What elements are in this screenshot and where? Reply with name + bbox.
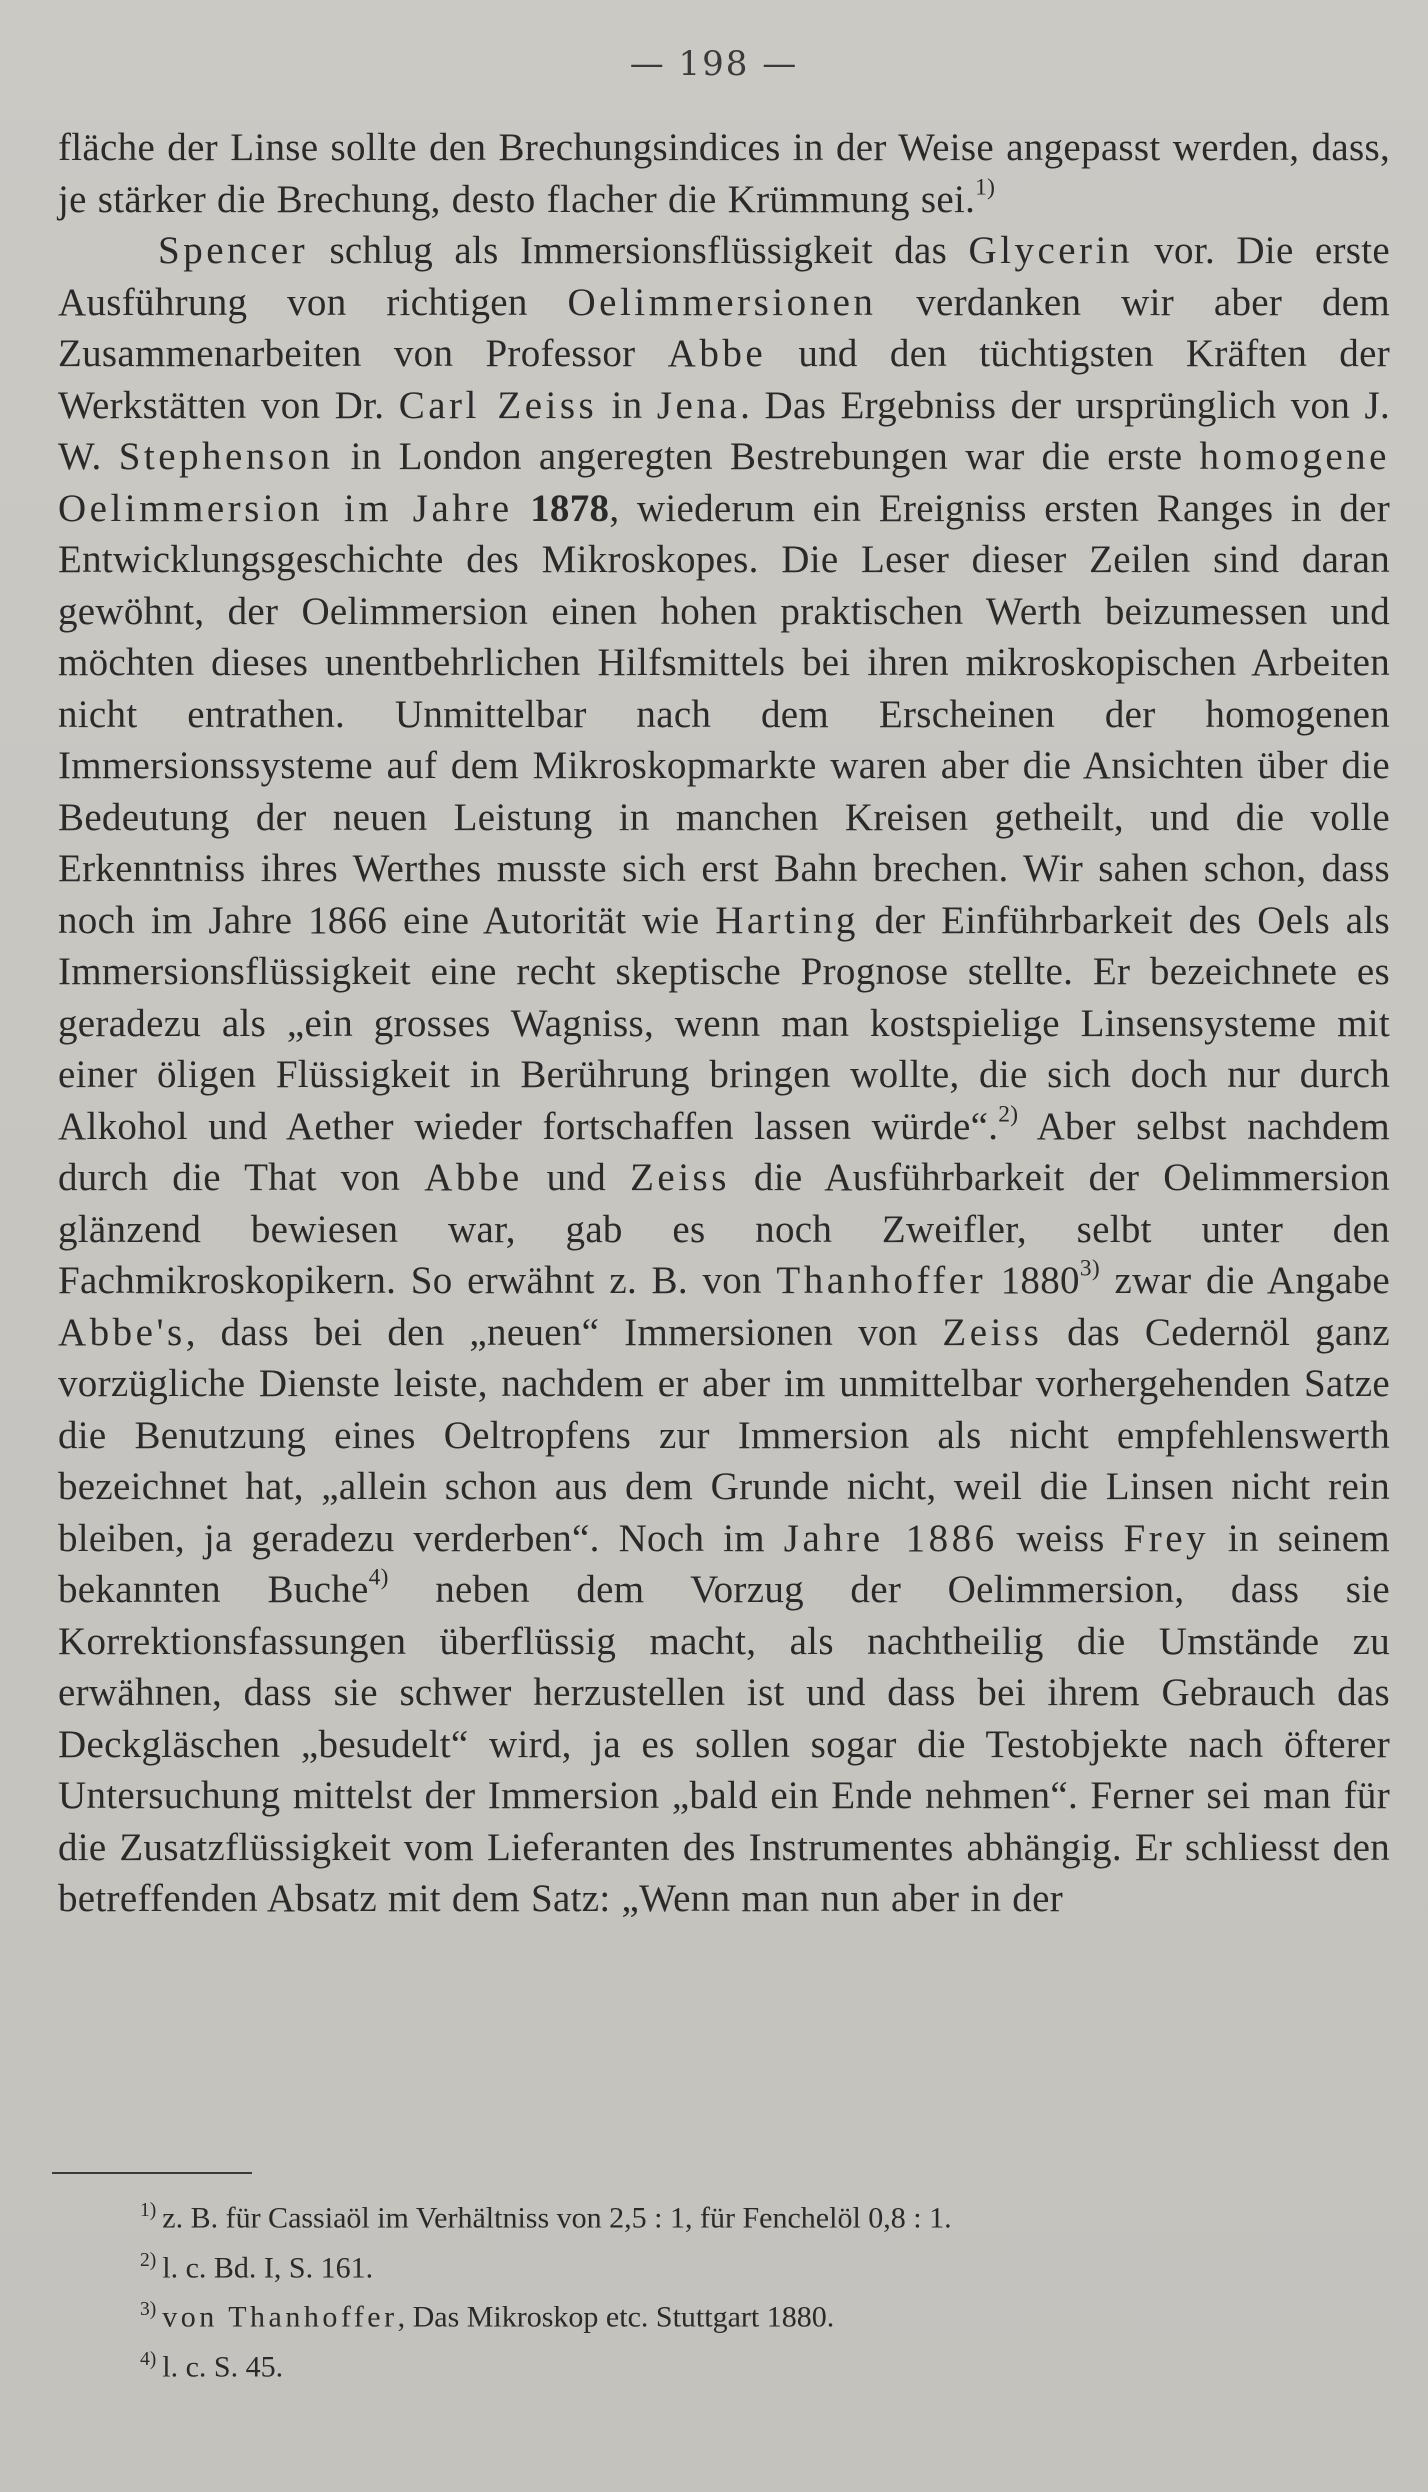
name-zeiss: Zeiss (942, 1310, 1043, 1354)
footnote-1 (140, 2190, 1340, 2240)
footnote-text: , Das Mikroskop etc. Stuttgart 1880. (397, 2301, 835, 2335)
footnotes (140, 2190, 1340, 2389)
name-stephenson: Stephenson (118, 435, 334, 478)
name-abbes: Abbe's (58, 1310, 186, 1354)
term-oelimmersionen: Oelimmersionen (567, 280, 877, 324)
text-run: . Das Ergebniss der ursprünglich von J. W. (58, 383, 1390, 478)
body-text (58, 122, 1390, 1925)
footnote-3 (140, 2289, 1340, 2339)
place-jena: Jena (656, 383, 741, 427)
name-thanhoffer: Thanhoffer (776, 1259, 987, 1302)
paragraph-2 (58, 225, 1390, 1925)
footnote-text: z. B. für Cassiaöl im Verhältniss von 2,5 : 1, für Fenchelöl 0,8 : 1. (162, 2201, 952, 2235)
footnote-mark: 2) (140, 2249, 157, 2271)
paragraph-1 (58, 122, 1390, 225)
text-run: weiss (997, 1516, 1124, 1560)
footnote-ref-4: 4) (368, 1564, 389, 1591)
page-number: — 198 — (629, 44, 799, 84)
footnote-divider (52, 2172, 252, 2174)
text-run: neben dem Vorzug der Oelimmersion, dass sie Korrektionsfassungen überflüssig macht, als nachtheilig die Umstände zu erwähnen, dass sie schwer herzustellen ist und dass bei ihrem Gebrauch das Deckgläschen „besudelt“ wird, ja es sollen sogar die Testobjekte nach öfterer Untersuchung mittelst der Immersion „bald ein Ende nehmen“. Ferner sei man für die Zusatzflüssigkeit vom Lieferanten des Instrumentes abhängig. Er schliesst den betreffenden Absatz mit dem Satz: „Wenn man nun aber in der (58, 1568, 1390, 1920)
footnote-ref-2: 2) (998, 1100, 1019, 1127)
footnote-2 (140, 2240, 1340, 2290)
name-abbe: Abbe (667, 332, 767, 375)
footnote-mark: 4) (140, 2349, 157, 2371)
text-run: in (597, 383, 657, 427)
text-run: in seinem bekannten Buche (58, 1516, 1390, 1611)
text-run: das Cedernöl ganz vorzügliche Dienste leiste, nachdem er aber im unmittelbar vorhergehenden Satze die Benutzung eines Oeltropfens zur Immersion als nicht empfehlenswerth bezeichnet hat, „allein schon aus dem Grunde nicht, weil die Linsen nicht rein bleiben, ja geradezu verderben“. Noch im (58, 1310, 1390, 1560)
term-homogene-oelimmersion: homogene Oelimmersion im Jahre (58, 435, 1390, 530)
text-run: und den tüchtigsten Kräften der Werkstätten von Dr. (58, 332, 1390, 427)
footnote-text: l. c. Bd. I, S. 161. (162, 2251, 374, 2285)
text-run: der Einführbarkeit des Oels als Immersionsflüssigkeit eine recht skeptische Prognose stellte. Er bezeichnete es geradezu als „ein grosses Wagniss, wenn man kostspielige Linsensysteme mit einer öligen Flüssigkeit in Berührung bringen wollte, die sich doch nur durch Alkohol und Aether wieder fortschaffen lassen würde“. (58, 898, 1390, 1148)
text-run: schlug als Immersionsflüssigkeit das (308, 229, 969, 272)
footnote-4 (140, 2339, 1340, 2389)
text-run: , dass bei den „neuen“ Immersionen von (185, 1310, 943, 1354)
name-zeiss: Zeiss (630, 1156, 730, 1199)
text-run: vor. Die erste Ausführung von richtigen (58, 229, 1390, 324)
footnote-mark: 1) (140, 2200, 157, 2221)
name-spencer: Spencer (158, 229, 309, 272)
footnote-text: l. c. S. 45. (162, 2350, 284, 2384)
text-run: 1880 (986, 1259, 1080, 1302)
text-run: und (522, 1156, 631, 1199)
name-harting: Harting (715, 898, 859, 942)
footnote-ref-1: 1) (975, 173, 996, 200)
text-run: Aber selbst nachdem durch die That von (58, 1104, 1390, 1199)
name-abbe: Abbe (424, 1156, 523, 1199)
footnote-author: von Thanhoffer (162, 2301, 398, 2335)
text-run: in London angeregten Bestrebungen war die erste (333, 435, 1200, 478)
name-carl-zeiss: Carl Zeiss (398, 383, 598, 427)
year-1886: Jahre 1886 (783, 1516, 998, 1560)
footnote-ref-3: 3) (1079, 1255, 1100, 1282)
text-run: , wiederum ein Ereigniss ersten Ranges in der Entwicklungsgeschichte des Mikroskopes. Die Leser dieser Zeilen sind daran gewöhnt, der Oelimmersion einen hohen praktischen Werth beizumessen und möchten dieses unentbehrlichen Hilfsmittels bei ihren mikroskopischen Arbeiten nicht entrathen. Unmittelbar nach dem Erscheinen der homogenen Immersionssysteme auf dem Mikroskopmarkte waren aber die Ansichten über die Bedeutung der neuen Leistung in manchen Kreisen getheilt, und die volle Erkenntniss ihres Werthes musste sich erst Bahn brechen. Wir sahen schon, dass noch im Jahre 1866 eine Autorität wie (58, 486, 1391, 942)
name-frey: Frey (1123, 1516, 1210, 1560)
term-glycerin: Glycerin (968, 229, 1133, 272)
footnote-mark: 3) (140, 2299, 157, 2321)
paragraph-1-text: fläche der Linse sollte den Brechungsindices in der Weise angepasst werden, dass, je stärker die Brechung, desto flacher die Krümmung sei. (58, 126, 1390, 221)
text-run: die Ausführbarkeit der Oelimmersion glänzend bewiesen war, gab es noch Zweifler, selbt unter den Fachmikroskopikern. So erwähnt z. B. von (58, 1156, 1390, 1302)
text-run: verdanken wir aber dem Zusammenarbeiten von Professor (58, 280, 1390, 375)
year-1878: 1878 (512, 486, 610, 530)
text-run: zwar die Angabe (1099, 1259, 1391, 1302)
